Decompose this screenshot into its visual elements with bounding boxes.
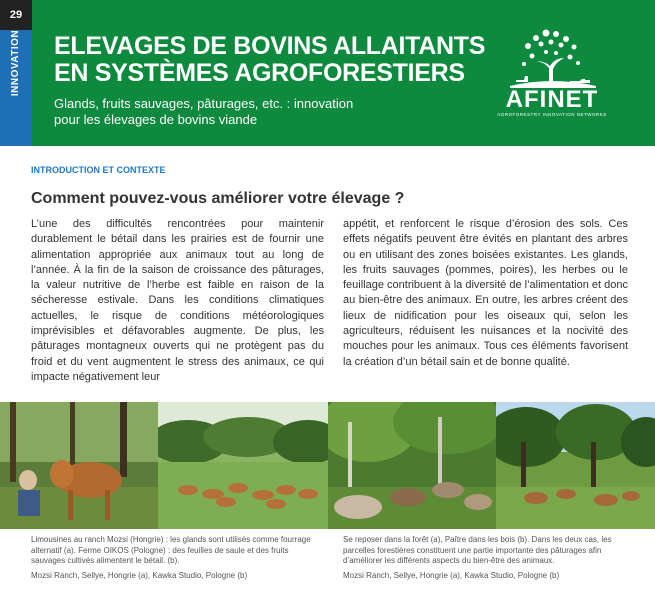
title-line-1: ELEVAGES DE BOVINS ALLAITANTS (54, 32, 486, 60)
logo-tagline: AGROFORESTRY INNOVATION NETWORKS (497, 112, 607, 117)
photo-grazing-in-woods (496, 402, 655, 529)
section-heading: Comment pouvez-vous améliorer votre élevage ? (31, 190, 405, 207)
intro-text-left-column: L’une des difficultés rencontrées pour maintenir durablement le bétail dans les prairies est de fournir une alimentation appropriée aux animaux tout au long de l’année. À la fin de la saison de croissance des pâturages, la valeur nutritive de l’herbe est faible en raison de la sécheresse estivale. Dans les conditions climatiques actuelles, le risque de conditions météorologiques imprévisibles et défavorables augmente. De plus, les pâturages montagneux ouverts qui ne protègent pas du froid et du vent augmentent le stress des animaux, ce qui impacte négativement leur (31, 218, 324, 383)
photo-limousine-cattle-acorns (0, 402, 158, 529)
page-number: 29 (0, 0, 32, 30)
section-label: INTRODUCTION ET CONTEXTE (31, 165, 166, 175)
page-title (54, 33, 494, 87)
subtitle-line-2: pour les élevages de bovins viande (54, 112, 258, 127)
photo-oikos-farm-herd (158, 402, 328, 529)
title-line-2: EN SYSTÈMES AGROFORESTIERS (54, 59, 465, 87)
subtitle-line-1: Glands, fruits sauvages, pâturages, etc. : innovation (54, 96, 354, 111)
caption-left: Limousines au ranch Mozsi (Hongrie) : les glands sont utilisés comme fourrage alternatif (a). Ferme OIKOS (Pologne) : des feuilles de saule et des fruits sauvages cultivés alimentent le bétail. (b). (31, 535, 311, 565)
photo-resting-in-forest (328, 402, 496, 529)
photo-credit-left: Mozsi Ranch, Sellye, Hongrie (a), Kawka Studio, Pologne (b) (31, 571, 248, 580)
logo-name: AFINET (505, 86, 599, 113)
caption-right: Se reposer dans la forêt (a), Paître dans les bois (b). Dans les deux cas, les parcelles forestières constituent une partie importante des pâturages afin d’améliorer les différents aspects du bien-être des animaux. (343, 535, 612, 565)
intro-text-right-column: appétit, et renforcent le risque d’érosion des sols. Ces effets négatifs peuvent être évités en plantant des arbres ou en utilisant des zones boisées existantes. Les glands, les fruits sauvages (pommes, poires), les herbes ou le feuillage contribuent à la diversité de l’alimentation et donc au bien-être des animaux. En outre, les arbres créent des lieux de nidification pour les oiseaux qui, selon les agriculteurs, réduisent les nuisances et la nocivité des mouches pour les animaux. Tous ces éléments favorisent la création d’un bétail sain et de bonne qualité. (343, 218, 628, 368)
photo-credit-right: Mozsi Ranch, Sellye, Hongrie (a), Kawka Studio, Pologne (b) (343, 571, 560, 580)
side-label: INNOVATION (10, 29, 21, 97)
page-subtitle (54, 96, 384, 128)
